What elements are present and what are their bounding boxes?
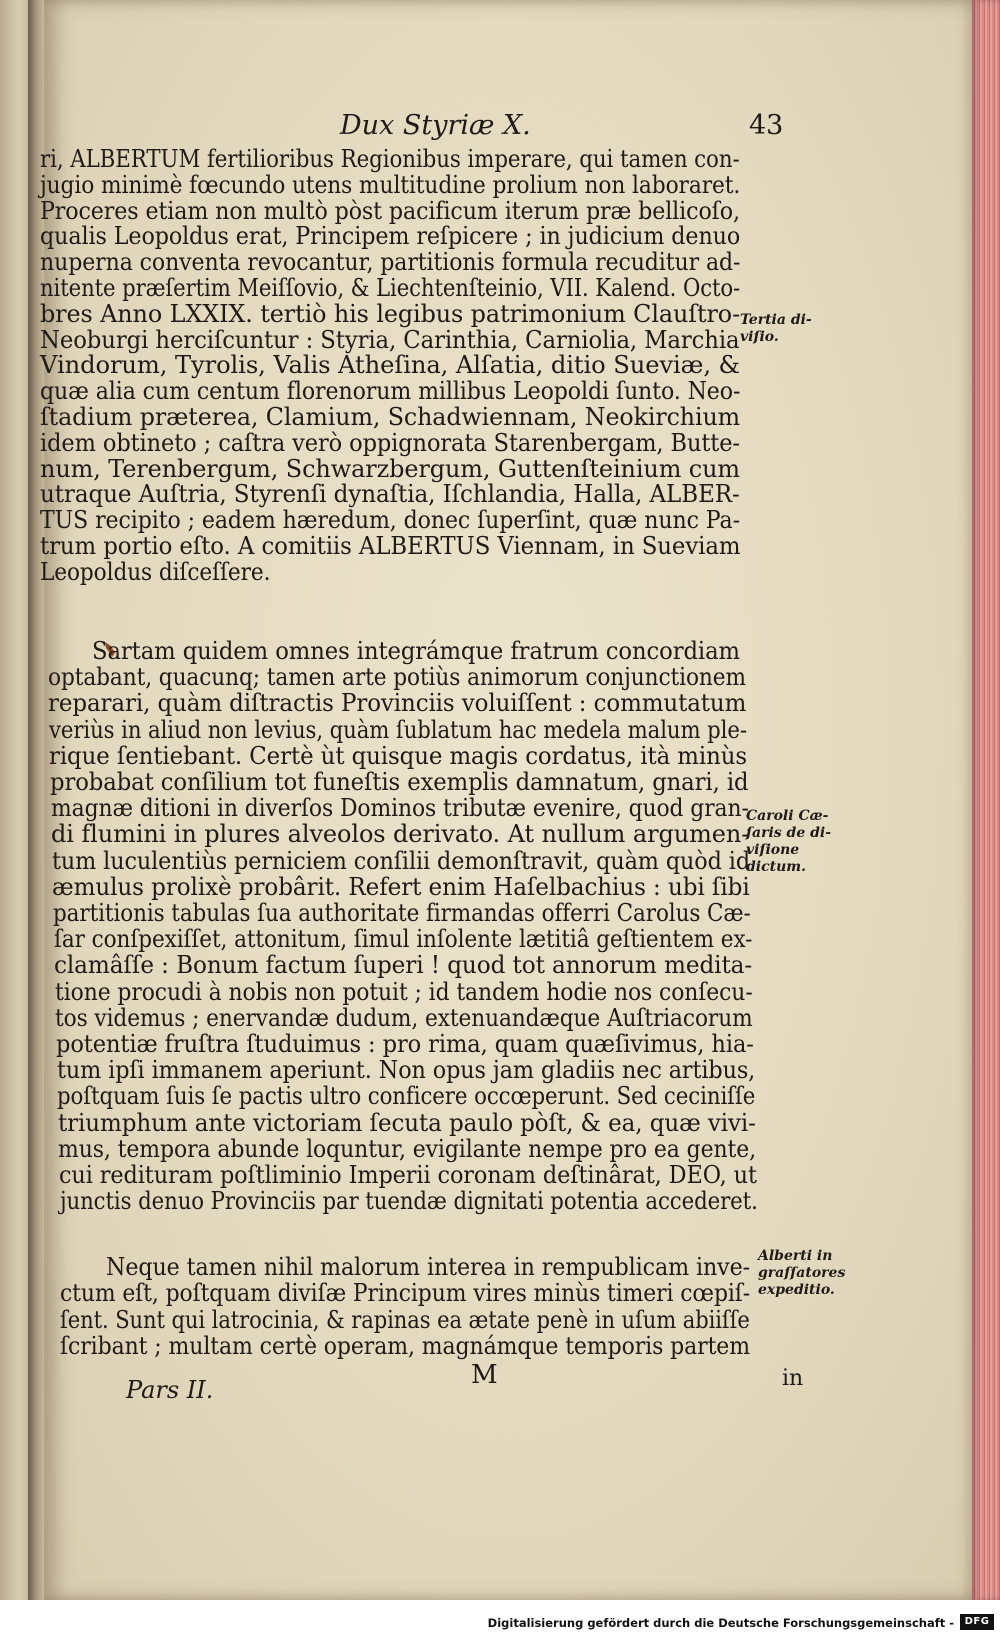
text-line: reparari, quàm diſtractis Provinciis voluiſſent : commutatum — [48, 689, 747, 718]
text-line: mus, tempora abunde loquntur, evigilante nempe pro ea gente, — [58, 1134, 757, 1163]
running-head: Dux Styriæ X. — [340, 110, 531, 141]
text-line: junctis denuo Provinciis par tuendæ dignitati potentia accederet. — [60, 1187, 758, 1216]
text-line: tione procudi à nobis non potuit ; id tandem hodie nos conſecu- — [55, 977, 753, 1006]
margin-note-line: graſſatores — [758, 1265, 846, 1281]
text-line: optabant, quacunq; tamen arte potiùs animorum conjunctionem — [48, 663, 746, 692]
margin-note-caroli-caesaris — [746, 808, 831, 876]
text-line: idem obtineto ; caſtra verò oppignorata Starenbergam, Butte- — [40, 428, 740, 457]
text-line: Leopoldus diſceſſere. — [40, 557, 271, 586]
text-line: ctum eſt, poſtquam diviſæ Principum vires minùs timeri cœpiſ- — [60, 1279, 751, 1308]
text-line: Sartam quidem omnes integrámque fratrum concordiam — [92, 637, 740, 665]
text-line: tum ipſi immanem aperiunt. Non opus jam gladiis nec artibus, — [57, 1056, 756, 1085]
text-line: utraque Auſtria, Styrenſi dynaſtia, Iſchlandia, Halla, ALBER- — [40, 480, 740, 509]
text-line: qualis Leopoldus erat, Principem reſpicere ; in judicium denuo — [40, 222, 741, 251]
text-line: ſar conſpexiſſet, attonitum, ſimul inſolente lætitiâ geſtientem ex- — [54, 925, 753, 954]
text-line: ri, ALBERTUM fertilioribus Regionibus imperare, qui tamen con- — [40, 145, 740, 173]
text-line: ſtadium præterea, Clamium, Schadwiennam, Neokirchium — [40, 403, 741, 431]
red-page-edge — [972, 0, 1000, 1600]
text-line: nitente præſertim Meiſſovio, & Liechtenſteinio, VII. Kalend. Octo- — [40, 274, 741, 302]
text-line: bres Anno LXXIX. tertiò his legibus patrimonium Clauſtro- — [40, 299, 741, 328]
text-line: TUS recipito ; eadem hæredum, donec ſuperſint, quæ nunc Pa- — [40, 506, 740, 535]
text-line: Vindorum, Tyrolis, Valis Atheſina, Alſatia, ditio Sueviæ, & — [40, 351, 740, 380]
text-line: tos videmus ; enervandæ dudum, extenuandæque Auſtriacorum — [55, 1003, 753, 1032]
page-number: 43 — [749, 110, 784, 141]
dfg-logo: DFG — [960, 1614, 994, 1630]
gathering-mark: M — [471, 1360, 498, 1390]
text-line: veriùs in aliud non levius, quàm ſublatum hac medela malum ple- — [49, 715, 747, 744]
signature-mark: Pars II. — [126, 1376, 214, 1404]
margin-note-alberti-expeditio — [758, 1248, 845, 1299]
text-line: potentiæ fruſtra ſtuduimus : pro rima, quam quæſivimus, hia- — [56, 1030, 754, 1058]
margin-note-line: Caroli Cæ- — [746, 808, 829, 824]
facing-page-strip — [0, 0, 30, 1600]
margin-note-line: expeditio. — [758, 1282, 835, 1298]
margin-note-line: dictum. — [746, 859, 806, 875]
text-line: triumphum ante victoriam ſecuta paulo pòſt, & ea, quæ vivi- — [58, 1108, 756, 1137]
text-line: ſcribant ; multam certè operam, magnámque temporis partem — [60, 1331, 750, 1360]
text-line: poſtquam ſuis ſe pactis ultro conficere occœperunt. Sed ceciniſſe — [57, 1082, 756, 1111]
text-line: num, Terenbergum, Schwarzbergum, Guttenſteinium cum — [40, 454, 741, 483]
margin-note-line: viſio. — [740, 329, 779, 345]
text-line: quæ alia cum centum florenorum millibus Leopoldi ſunto. Neo- — [40, 377, 741, 406]
text-line: rique ſentiebant. Certè ùt quisque magis cordatus, ità minùs — [49, 741, 748, 770]
margin-note-line: viſione — [746, 842, 800, 858]
text-line: jugio minimè fœcundo utens multitudine prolium non laboraret. — [40, 170, 741, 199]
text-line: æmulus prolixè probârit. Refert enim Haſelbachius : ubi ſibi — [52, 872, 750, 901]
text-line: clamâſſe : Bonum factum ſuperi ! quod tot annorum medita- — [54, 951, 753, 980]
book-page — [40, 0, 972, 1600]
text-line: ſent. Sunt qui latrocinia, & rapinas ea ætate penè in uſum abiiſſe — [60, 1305, 750, 1334]
text-line: di flumini in plures alveolos derivato. At nullum argumen- — [51, 820, 750, 849]
text-line: Proceres etiam non multò pòst pacificum iterum præ bellicoſo, — [40, 196, 740, 225]
catchword: in — [782, 1366, 804, 1391]
footer-credit: Digitalisierung gefördert durch die Deutsche Forschungsgemeinschaft - — [487, 1616, 954, 1630]
margin-note-line: ſaris de di- — [746, 825, 832, 841]
margin-note-tertia-divisio — [740, 312, 812, 346]
text-line: tum luculentiùs perniciem conſilii demonſtravit, quàm quòd id — [52, 846, 751, 875]
text-line: cui redituram poſtliminio Imperii coronam deſtinârat, DEO, ut — [59, 1161, 757, 1189]
text-line: magnæ ditioni in diverſos Dominos tributæ evenire, quod gran- — [51, 794, 749, 823]
margin-note-line: Alberti in — [758, 1248, 833, 1264]
margin-note-line: Tertia di- — [740, 312, 812, 328]
text-line: Neque tamen nihil malorum interea in rempublicam inve- — [106, 1253, 751, 1281]
text-line: Neoburgi herciſcuntur : Styria, Carinthia, Carniolia, Marchia — [40, 325, 740, 354]
text-line: trum portio eſto. A comitiis ALBERTUS Viennam, in Sueviam — [40, 532, 741, 560]
text-line: nuperna conventa revocantur, partitionis formula recuditur ad- — [40, 248, 741, 277]
text-line: partitionis tabulas ſua authoritate firmandas offerri Carolus Cæ- — [53, 899, 751, 927]
text-line: probabat conſilium tot funeſtis exemplis damnatum, gnari, id — [50, 768, 749, 796]
